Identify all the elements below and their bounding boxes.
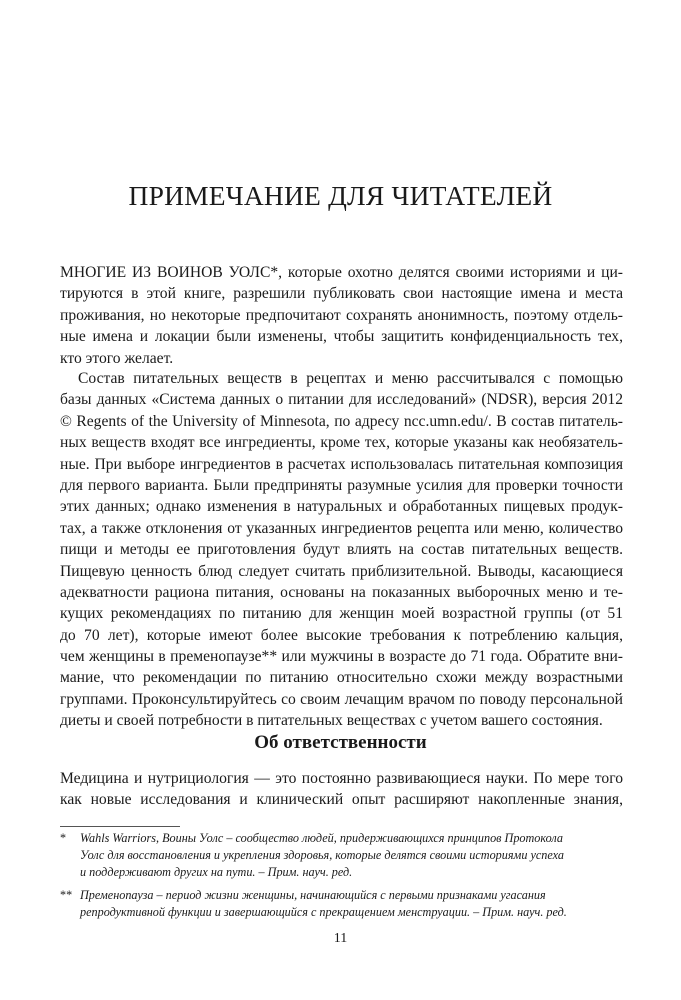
page-number: 11 <box>333 931 348 946</box>
text-line: Пищевую ценность блюд следует считать приблизительной. Выводы, касающиеся <box>60 562 623 580</box>
footnote-line: репродуктивной функции и завершающийся с прекращением менструации. – Прим. науч. ред. <box>80 905 567 919</box>
text-line: тируются в этой книге, разрешили публиковать свои настоящие имена и места <box>60 285 623 303</box>
text-line: группами. Проконсультируйтесь со своим лечащим врачом по поводу персональной <box>60 690 623 708</box>
footnote-line <box>60 887 623 904</box>
text-line: мание, что рекомендации по питанию относительно схожи между возрастными <box>60 669 623 687</box>
footnote-marker: ** <box>60 888 73 902</box>
text-line: пищи и методы ее приготовления будут влиять на состав питательных веществ. <box>60 541 623 559</box>
footnote-line: и поддерживают других на пути. – Прим. науч. ред. <box>80 865 353 879</box>
text-line: адекватности рациона питания, основаны на показанных выборочных меню и те- <box>60 583 623 601</box>
text-line: ные. При выборе ингредиентов в расчетах использовалась питательная композиция <box>60 455 623 473</box>
paragraph-reader-note <box>60 262 623 369</box>
text-line: МНОГИЕ ИЗ ВОИНОВ УОЛС*, которые охотно делятся своими историями и ци- <box>60 264 623 281</box>
text-line: для первого варианта. Были предприняты разумные усилия для проверки точности <box>60 476 623 494</box>
page-title: ПРИМЕЧАНИЕ ДЛЯ ЧИТАТЕЛЕЙ <box>128 180 553 211</box>
paragraph-nutrition-data <box>60 368 623 732</box>
text-line: как новые исследования и клинический опыт расширяют накопленные знания, <box>60 791 623 809</box>
paragraph-responsibility <box>60 768 623 811</box>
footnote-1 <box>60 830 623 881</box>
text-line: тах, а также отклонения от указанных ингредиентов рецепта или меню, количество <box>60 519 623 537</box>
text-line: базы данных «Система данных о питании для исследований» (NDSR), версия 2012 <box>60 391 623 409</box>
text-line: ных веществ входят все ингредиенты, кроме тех, которые указаны как необязатель- <box>60 434 623 452</box>
footnotes <box>60 830 623 921</box>
footnote-line: Уолс для восстановления и укрепления здоровья, которые делятся своими историями успеха <box>80 848 564 862</box>
footnote-text: Wahls Warriors, Воины Уолс – сообщество людей, придерживающихся принципов Протокола <box>80 831 563 845</box>
text-line: ные имена и локации были изменены, чтобы защитить конфиденциальность тех, <box>60 328 623 346</box>
text-line: до 70 лет), которые имеют более высокие требования к потреблению кальция, <box>60 626 623 644</box>
footnote-marker: * <box>60 831 67 845</box>
footnote-line <box>60 830 623 847</box>
text-line: кто этого желает. <box>60 349 174 367</box>
section-heading: Об ответственности <box>254 732 427 753</box>
footnote-text: Пременопауза – период жизни женщины, начинающийся с первыми признаками угасания <box>80 888 546 902</box>
text-line: этих данных; однако изменения в натуральных и обработанных пищевых продук- <box>60 498 623 516</box>
text-line: кущих рекомендациях по питанию для женщин моей возрастной группы (от 51 <box>60 605 623 623</box>
text-line: © Regents of the University of Minnesota, по адресу ncc.umn.edu/. В состав питатель- <box>60 412 623 430</box>
text-line: проживания, но некоторые предпочитают сохранять анонимность, поэтому отдель- <box>60 306 623 324</box>
footnote-2 <box>60 887 623 921</box>
footnote-divider <box>60 826 180 827</box>
text-line: Состав питательных веществ в рецептах и меню рассчитывался с помощью <box>78 370 623 387</box>
text-line: чем женщины в пременопаузе** или мужчины в возрасте до 71 года. Обратите вни- <box>60 648 623 666</box>
text-line: Медицина и нутрициология — это постоянно развивающиеся науки. По мере того <box>60 770 623 787</box>
text-line: диеты и своей потребности в питательных веществах с учетом вашего состояния. <box>60 712 603 730</box>
